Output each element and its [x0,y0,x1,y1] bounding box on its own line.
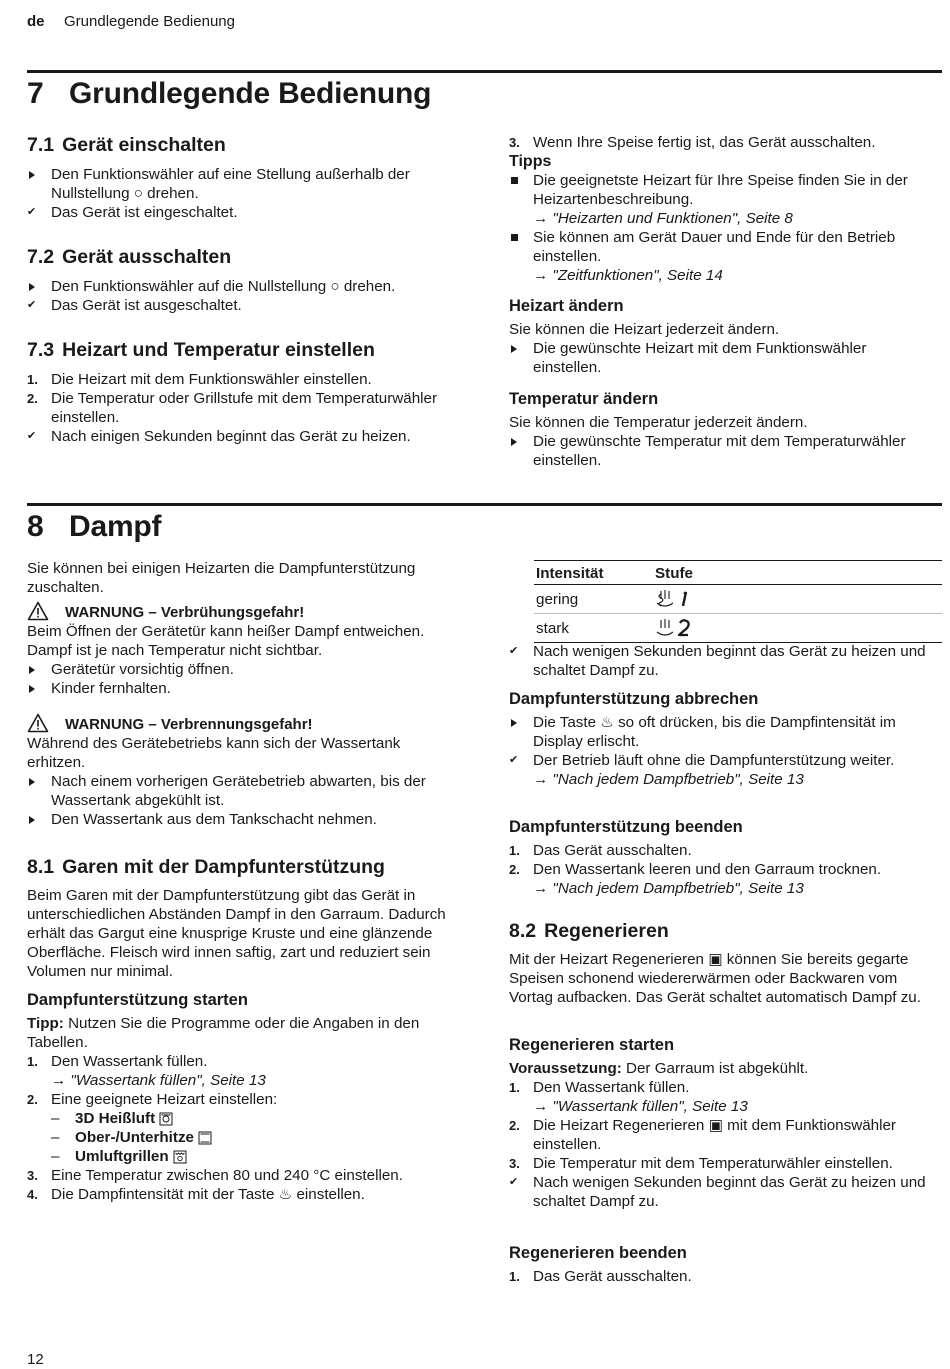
list-item: ✔ Nach wenigen Sekunden beginnt das Gerät zu heizen und schaltet Dampf zu. [509,1173,939,1211]
list-item: 2. Die Heizart Regenerieren ▣ mit dem Funktionswähler einstellen. [509,1117,896,1153]
list-item: 1. Den Wassertank füllen. → "Wassertank füllen", Seite 13 [27,1052,452,1090]
section-8-2-heading [509,919,669,943]
intensity-table [534,560,942,643]
section-number: 7.3 [27,339,55,361]
section-title: Heizart und Temperatur einstellen [62,339,375,361]
table-cell: gering [534,585,653,614]
step-text: Den Wassertank leeren und den Garraum trocknen. [533,861,882,878]
section-7-3-body [27,370,447,446]
circulated-air-grill-icon [173,1150,187,1164]
voraussetzung-paragraph [509,1059,939,1078]
paragraph: Beim Garen mit der Dampfunterstützung gibt das Gerät in unterschiedlichen Abständen Dampf in den Garraum. Dadurch erhält das Gargut eine knusprige Kruste und eine glänzende Oberfläche. Fleisch wird innen saftig, zart und reduziert sein Volumen nur minimal. [27,887,446,980]
section-number: 8.1 [27,856,55,878]
tipp-text: Nutzen Sie die Programme oder die Angaben in den Tabellen. [27,1015,420,1051]
list-item: Die gewünschte Temperatur mit dem Temperaturwähler einstellen. [509,432,939,470]
section-7-3-continued [509,133,939,285]
step-text: Den Wassertank füllen. [51,1053,208,1070]
paragraph: Während des Gerätebetriebs kann sich der Wassertank erhitzen. [27,735,401,771]
step-text: Wenn Ihre Speise fertig ist, das Gerät ausschalten. [533,134,876,151]
tipps-label: Tipps [509,153,552,170]
section-number: 7.1 [27,134,55,156]
section-title: Gerät einschalten [62,134,226,156]
tipp-text: Sie können am Gerät Dauer und Ende für den Betrieb einstellen. [533,229,896,265]
table-row [534,585,942,614]
chapter7-title: Grundlegende Bedienung [69,77,432,110]
cross-reference-link[interactable]: → "Nach jedem Dampfbetrieb", Seite 13 [533,879,939,898]
steam-level-1-icon [655,588,695,610]
step-text: Die Temperatur oder Grillstufe mit dem Temperaturwähler einstellen. [51,390,438,426]
temperatur-aendern-heading: Temperatur ändern [509,390,659,408]
list-item: Den Funktionswähler auf die Nullstellung ○ drehen. [27,277,457,296]
list-item: 1. Den Wassertank füllen. → "Wassertank füllen", Seite 13 [509,1078,939,1116]
list-item: Gerätetür vorsichtig öffnen. [27,660,452,679]
regenerieren-beenden-body [509,1267,939,1286]
dampf-abbrechen-body [509,713,939,789]
paragraph: Sie können bei einigen Heizarten die Dampfunterstützung zuschalten. [27,560,416,596]
header-title: Grundlegende Bedienung [64,13,235,30]
list-item [509,228,939,285]
chapter8-heading [27,510,161,544]
dampf-abbrechen-heading: Dampfunterstützung abbrechen [509,690,759,708]
voraussetzung-text: Der Garraum ist abgekühlt. [621,1060,809,1077]
cross-reference-link[interactable]: → "Nach jedem Dampfbetrieb", Seite 13 [533,770,939,789]
section-8-1-heading [27,855,385,879]
list-item: 1. Das Gerät ausschalten. [509,1268,692,1285]
chapter8-number: 8 [27,510,44,543]
table-header-row [534,561,942,585]
tipp-text: Die geeignetste Heizart für Ihre Speise finden Sie in der Heizartenbeschreibung. [533,172,908,208]
list-item: ✔ Das Gerät ist ausgeschaltet. [27,296,457,315]
list-item: 2. Die Temperatur oder Grillstufe mit dem Temperaturwähler einstellen. [27,390,438,426]
warning-title: WARNUNG – Verbrühungsgefahr! [65,604,305,621]
dampf-beenden-heading: Dampfunterstützung beenden [509,818,743,836]
tipp-paragraph [27,1014,452,1052]
sub-item: – Umluftgrillen [51,1147,452,1166]
list-item: Kinder fernhalten. [27,679,452,698]
section-7-3-heading [27,338,375,362]
chapter8-title: Dampf [69,510,162,543]
step-text: Die Dampfintensität mit der Taste ♨ einstellen. [51,1186,365,1203]
section-8-2-body [509,950,939,1007]
list-item: ✔ Nach einigen Sekunden beginnt das Gerät zu heizen. [27,427,447,446]
list-item: 1. Das Gerät ausschalten. [509,842,692,859]
heizart-name: Ober-/Unterhitze [75,1129,194,1146]
heizart-aendern-body [509,320,939,377]
list-item: Die gewünschte Heizart mit dem Funktionswähler einstellen. [509,339,939,377]
steam-level-2-icon [655,617,695,639]
chapter8-rule [27,503,942,506]
paragraph: Beim Öffnen der Gerätetür kann heißer Dampf entweichen. Dampf ist je nach Temperatur nicht sichtbar. [27,623,425,659]
list-item: Den Funktionswähler auf eine Stellung außerhalb der Nullstellung ○ drehen. [27,165,447,203]
section-7-1-body [27,165,447,222]
table-cell [653,585,942,614]
intensity-table-container [534,560,942,643]
regenerieren-starten-body [509,1059,939,1211]
step-text: Eine Temperatur zwischen 80 und 240 °C einstellen. [51,1167,403,1184]
chapter7-number: 7 [27,77,44,110]
chapter7-heading [27,77,431,111]
top-bottom-heat-icon [198,1131,212,1145]
warning-heading [27,603,452,622]
section-8-1-body [27,886,459,981]
sub-item: – Ober-/Unterhitze [51,1128,452,1147]
page-number: 12 [27,1351,44,1368]
warning-triangle-icon [27,601,49,621]
temperatur-aendern-body [509,413,939,470]
tipp-label: Tipp: [27,1015,64,1032]
chapter7-rule [27,70,942,73]
header-language: de [27,13,45,30]
section-number: 8.2 [509,920,537,942]
list-item: 1. Die Heizart mit dem Funktionswähler einstellen. [27,371,372,388]
section-7-1-heading [27,133,226,157]
section-title: Gerät ausschalten [62,246,232,268]
cross-reference-link[interactable]: → "Wassertank füllen", Seite 13 [51,1071,452,1090]
cross-reference-link[interactable]: → "Wassertank füllen", Seite 13 [533,1097,939,1116]
list-item: 2. Eine geeignete Heizart einstellen: – 3D Heißluft – Ober-/Unterhitze – Umluftgrillen [27,1090,452,1166]
list-item: ✔ Nach wenigen Sekunden beginnt das Gerät zu heizen und schaltet Dampf zu. [509,642,939,680]
list-item: 3. Eine Temperatur zwischen 80 und 240 °C einstellen. [27,1167,403,1184]
list-item [509,171,939,228]
list-item: 4. Die Dampfintensität mit der Taste ♨ einstellen. [27,1186,365,1203]
section-title: Regenerieren [544,920,669,942]
list-item: 3. Die Temperatur mit dem Temperaturwähler einstellen. [509,1155,893,1172]
list-item: 2. Den Wassertank leeren und den Garraum trocknen. → "Nach jedem Dampfbetrieb", Seite 13 [509,860,939,898]
warning-triangle-icon [27,713,49,733]
step-text: Die Temperatur mit dem Temperaturwähler einstellen. [533,1155,893,1172]
step-text: Das Gerät ausschalten. [533,842,692,859]
3d-hot-air-icon [159,1112,173,1126]
step-text: Die Heizart mit dem Funktionswähler einstellen. [51,371,372,388]
paragraph: Sie können die Temperatur jederzeit ändern. [509,414,808,431]
heizart-name: 3D Heißluft [75,1110,156,1127]
column-header: Intensität [534,561,653,585]
dampf-starten-body [27,1014,452,1204]
dampf-beenden-body [509,841,939,898]
cross-reference-link[interactable]: → "Heizarten und Funktionen", Seite 8 [533,209,939,228]
regenerieren-beenden-heading: Regenerieren beenden [509,1244,687,1262]
section-title: Garen mit der Dampfunterstützung [62,856,385,878]
column-header: Stufe [653,561,942,585]
section-7-2-body [27,277,457,315]
result-text: ✔ Der Betrieb läuft ohne die Dampfunterstützung weiter. [533,752,895,769]
heizart-name: Umluftgrillen [75,1148,169,1165]
dampf-result [509,642,939,680]
step-text: Das Gerät ausschalten. [533,1268,692,1285]
warning-heading [27,715,452,734]
heizart-aendern-heading: Heizart ändern [509,297,624,315]
warning-title: WARNUNG – Verbrennungsgefahr! [65,716,313,733]
table-cell [653,614,942,643]
list-item: Die Taste ♨ so oft drücken, bis die Dampfintensität im Display erlischt. [509,713,939,751]
dampf-starten-heading: Dampfunterstützung starten [27,991,248,1009]
paragraph: Mit der Heizart Regenerieren ▣ können Sie bereits gegarte Speisen schonend wiedererwärmen oder Backwaren vom Vortag aufbacken. Das Gerät schaltet automatisch Dampf zu. [509,951,921,1006]
step-text: Die Heizart Regenerieren ▣ mit dem Funktionswähler einstellen. [533,1117,896,1153]
section-7-2-heading [27,245,231,269]
section-number: 7.2 [27,246,55,268]
list-item: ✔ Das Gerät ist eingeschaltet. [27,203,447,222]
list-item: 3. Wenn Ihre Speise fertig ist, das Gerät ausschalten. [509,134,876,151]
chapter8-intro [27,559,452,829]
step-text: Den Wassertank füllen. [533,1079,690,1096]
list-item [509,751,939,789]
table-row [534,614,942,643]
sub-item: – 3D Heißluft [51,1109,452,1128]
list-item: Den Wassertank aus dem Tankschacht nehmen. [27,810,452,829]
list-item: Nach einem vorherigen Gerätebetrieb abwarten, bis der Wassertank abgekühlt ist. [27,772,452,810]
table-cell: stark [534,614,653,643]
regenerieren-starten-heading: Regenerieren starten [509,1036,675,1054]
voraussetzung-label: Voraussetzung: [509,1060,622,1077]
step-text: Eine geeignete Heizart einstellen: [51,1091,278,1108]
paragraph: Sie können die Heizart jederzeit ändern. [509,321,780,338]
cross-reference-link[interactable]: → "Zeitfunktionen", Seite 14 [533,266,939,285]
